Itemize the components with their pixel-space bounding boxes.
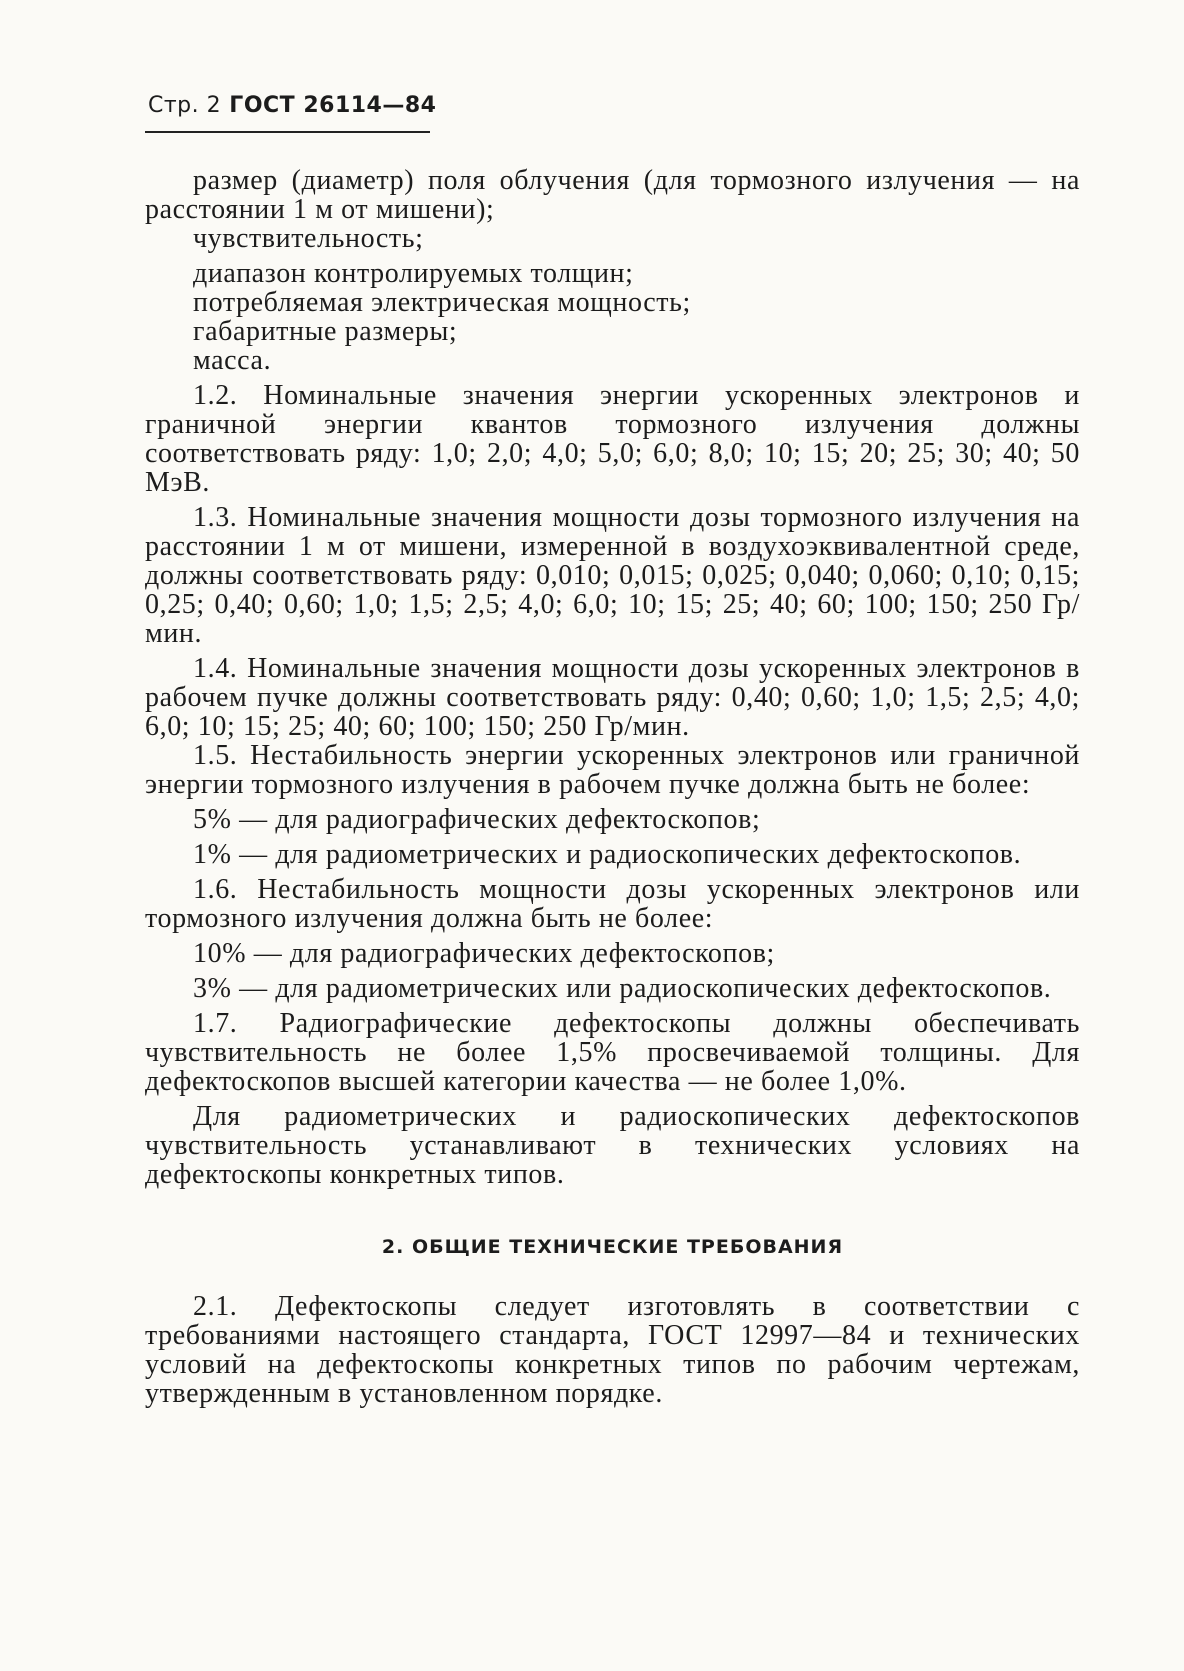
standard-id: ГОСТ 26114—84 bbox=[229, 93, 437, 118]
section-heading: 2. ОБЩИЕ ТЕХНИЧЕСКИЕ ТРЕБОВАНИЯ bbox=[381, 1236, 844, 1258]
paragraph-1-2: 1.2. Номинальные значения энергии ускоренных электронов и граничной энергии квантов тормозного излучения должны соответствовать ряду: 1,0; 2,0; 4,0; 5,0; 6,0; 8,0; 10; 15; 20; 25; 30; 40; 50 МэВ. bbox=[145, 380, 1080, 498]
paragraph-1-5-item: 1% — для радиометрических и радиоскопических дефектоскопов. bbox=[193, 839, 1022, 870]
list-item: размер (диаметр) поля облучения (для тормозного излучения — на расстоянии 1 м от мишени); bbox=[145, 165, 1080, 225]
paragraph-1-4: 1.4. Номинальные значения мощности дозы ускоренных электронов в рабочем пучке должны соответствовать ряду: 0,40; 0,60; 1,0; 1,5; 2,5; 4,0; 6,0; 10; 15; 25; 40; 60; 100; 150; 250 Гр/мин. bbox=[145, 653, 1080, 742]
page-number-label: Стр. 2 bbox=[148, 93, 222, 118]
paragraph-1-5-item: 5% — для радиографических дефектоскопов; bbox=[193, 804, 761, 835]
paragraph-1-7: 1.7. Радиографические дефектоскопы должны обеспечивать чувствительность не более 1,5% просвечиваемой толщины. Для дефектоскопов высшей категории качества — не более 1,0%. bbox=[145, 1008, 1080, 1097]
paragraph-1-6-item: 10% — для радиографических дефектоскопов; bbox=[193, 938, 775, 969]
paragraph-1-7-note: Для радиометрических и радиоскопических дефектоскопов чувствительность устанавливают в технических условиях на дефектоскопы конкретных типов. bbox=[145, 1101, 1080, 1190]
paragraph-1-3: 1.3. Номинальные значения мощности дозы тормозного излучения на расстоянии 1 м от мишени, измеренной в воздухоэквивалентной среде, должны соответствовать ряду: 0,010; 0,015; 0,025; 0,040; 0,060; 0,10; 0,15; 0,25; 0,40; 0,60; 1,0; 1,5; 2,5; 4,0; 6,0; 10; 15; 25; 40; 60; 100; 150; 250 Гр/мин. bbox=[145, 502, 1080, 649]
list-item: масса. bbox=[193, 345, 272, 376]
paragraph-1-5: 1.5. Нестабильность энергии ускоренных электронов или граничной энергии тормозного излучения в рабочем пучке должна быть не более: bbox=[145, 740, 1080, 800]
paragraph-1-6: 1.6. Нестабильность мощности дозы ускоренных электронов или тормозного излучения должна быть не более: bbox=[145, 874, 1080, 934]
document-body bbox=[145, 166, 1080, 1408]
list-item: чувствительность; bbox=[193, 223, 424, 254]
page-header bbox=[148, 93, 436, 118]
header-divider bbox=[145, 131, 430, 133]
paragraph-2-1: 2.1. Дефектоскопы следует изготовлять в соответствии с требованиями настоящего стандарта, ГОСТ 12997—84 и технических условий на дефектоскопы конкретных типов по рабочим чертежам, утвержденным в установленном порядке. bbox=[145, 1291, 1080, 1409]
list-item: потребляемая электрическая мощность; bbox=[193, 287, 691, 318]
list-item: габаритные размеры; bbox=[193, 316, 458, 347]
paragraph-1-6-item: 3% — для радиометрических или радиоскопических дефектоскопов. bbox=[193, 973, 1052, 1004]
list-item: диапазон контролируемых толщин; bbox=[193, 258, 634, 289]
